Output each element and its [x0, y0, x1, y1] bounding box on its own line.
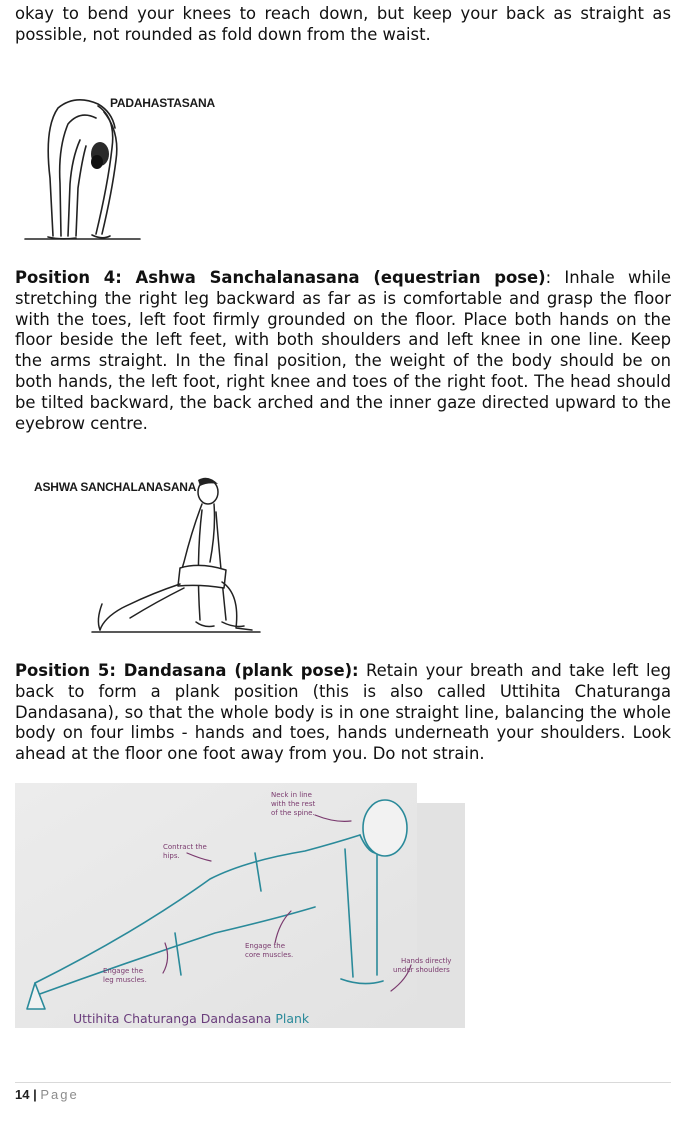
footer-divider [15, 1082, 671, 1083]
position5-heading: Position 5: Dandasana (plank pose): [15, 661, 359, 680]
padahastasana-label: PADAHASTASANA [110, 96, 215, 110]
annotation-core-line-2: core muscles. [245, 951, 294, 959]
annotation-hands-line-1: Hands directly [401, 957, 452, 965]
annotation-neck-line-2: with the rest [271, 800, 316, 808]
annotation-legs-line-1: Engage the [103, 967, 144, 975]
plank-illustration [15, 783, 465, 1028]
position4-paragraph [15, 268, 671, 434]
position4-body: : Inhale while stretching the right leg backward as far as is comfortable and grasp the floor with the toes, left foot firmly grounded on the floor. Place both hands on the floor beside the left feet, with both shoulders and left knee in one line. Keep the arms straight. In the final position, the weight of the body should be on both hands, the left foot, right knee and toes of the right foot. The head should be tilted backward, the back arched and the inner gaze directed upward to the eyebrow centre. [15, 268, 671, 433]
padahastasana-figure [20, 88, 280, 248]
page-footer [15, 1087, 79, 1102]
position4-heading: Position 4: Ashwa Sanchalanasana (equestrian pose) [15, 268, 546, 287]
annotation-hips-line-1: Contract the [163, 843, 207, 851]
plank-caption-main: Uttihita Chaturanga Dandasana [73, 1011, 272, 1026]
ashwa-sanchalanasana-label: ASHWA SANCHALANASANA [34, 480, 197, 494]
plank-caption-accent: Plank [275, 1011, 310, 1026]
annotation-neck-line-3: of the spine. [271, 809, 315, 817]
annotation-legs-line-2: leg muscles. [103, 976, 147, 984]
intro-paragraph: okay to bend your knees to reach down, but keep your back as straight as possible, not rounded as fold down from the waist. [15, 4, 671, 44]
plank-figure [15, 783, 465, 1028]
position5-paragraph [15, 661, 671, 765]
ashwa-sanchalanasana-figure [30, 470, 280, 640]
annotation-hands-line-2: under shoulders [393, 966, 450, 974]
svg-text:Uttihita Chaturanga Dandasana [73, 1011, 310, 1026]
annotation-neck-line-1: Neck in line [271, 791, 312, 799]
page-separator: | [33, 1087, 37, 1102]
page-word: Page [40, 1087, 79, 1102]
ashwa-sanchalanasana-illustration [30, 470, 280, 640]
annotation-core-line-1: Engage the [245, 942, 286, 950]
annotation-hips-line-2: hips. [163, 852, 180, 860]
position5-body: Retain your breath and take left leg back to form a plank position (this is also called Uttihita Chaturanga Dandasana), so that the whole body is in one straight line, balancing the whole body on four limbs - hands and toes, hands underneath your shoulders. Look ahead at the floor one foot away from you. Do not strain. [15, 661, 672, 764]
padahastasana-illustration [20, 88, 280, 248]
page-number: 14 [15, 1087, 30, 1102]
